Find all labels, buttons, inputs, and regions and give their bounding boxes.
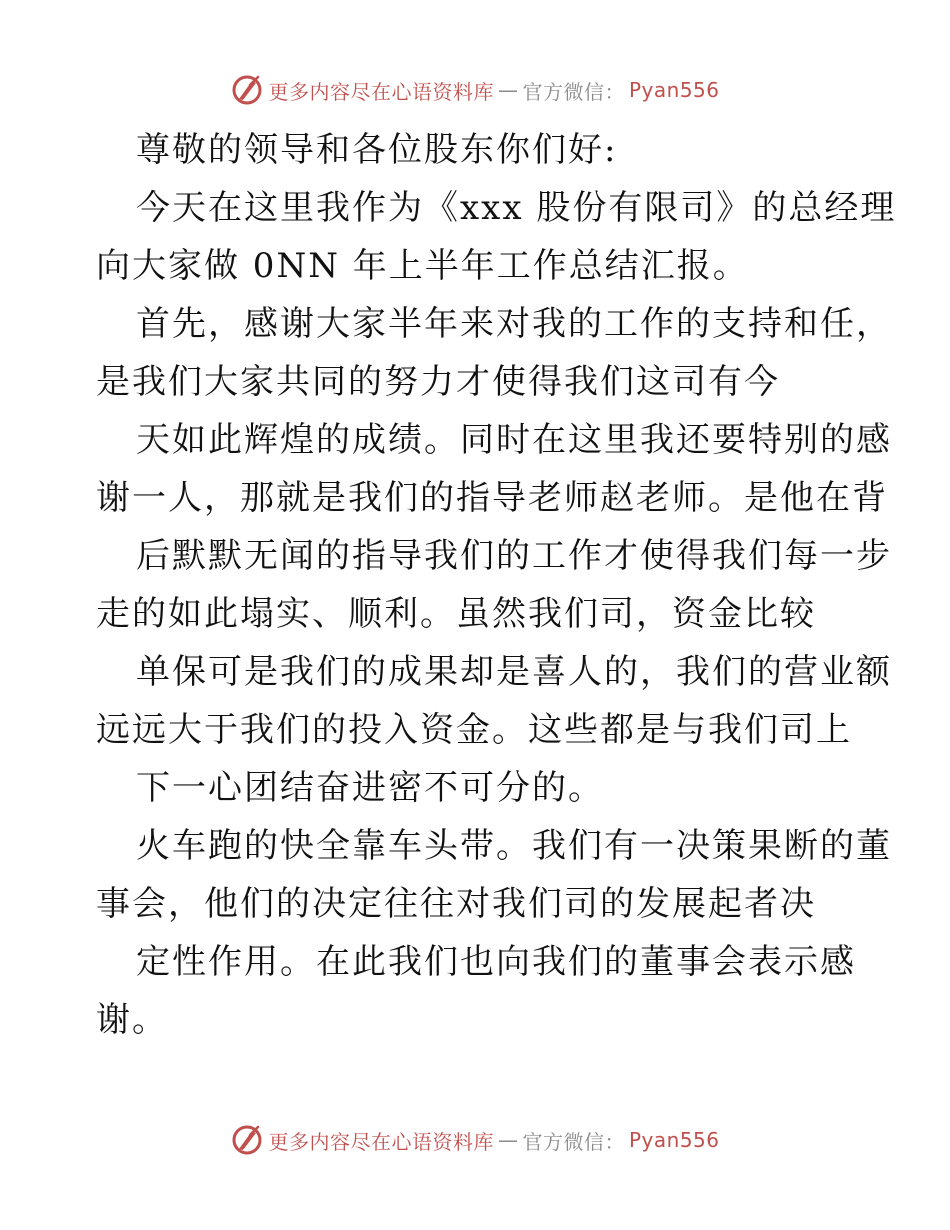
- quill-seal-icon: [230, 1123, 264, 1157]
- quill-seal-icon: [230, 73, 264, 107]
- watermark-site-text: 更多内容尽在心语资料库: [268, 1129, 494, 1154]
- paragraph-line: 今天在这里我作为《xxx 股份有限司》的总经理: [136, 188, 897, 228]
- paragraph-line: 下一心团结奋进密不可分的。: [136, 768, 604, 808]
- paragraph-line: 谢一人，那就是我们的指导老师赵老师。是他在背: [96, 478, 888, 518]
- watermark-group: [230, 73, 719, 107]
- paragraph-line: 定性作用。在此我们也向我们的董事会表示感: [136, 942, 856, 982]
- paragraph-line: 单保可是我们的成果却是喜人的，我们的营业额: [136, 652, 892, 692]
- footer-watermark: [0, 1120, 950, 1160]
- watermark-wechat-label: 官方微信：: [522, 79, 625, 104]
- watermark-group: [230, 1123, 719, 1157]
- watermark-dash: —: [497, 78, 519, 102]
- paragraph-line: 远远大于我们的投入资金。这些都是与我们司上: [96, 710, 852, 750]
- watermark-wechat-id: Pyan556: [628, 1128, 720, 1152]
- watermark-wechat-id: Pyan556: [628, 78, 720, 102]
- paragraph-line: 谢。: [96, 1000, 168, 1040]
- paragraph-line: 是我们大家共同的努力才使得我们这司有今: [96, 362, 780, 402]
- paragraph-line: 事会，他们的决定往往对我们司的发展起者决: [96, 884, 816, 924]
- watermark-dash: —: [497, 1128, 519, 1152]
- watermark-wechat-label: 官方微信：: [522, 1129, 625, 1154]
- header-watermark: [0, 70, 950, 110]
- watermark-site-text: 更多内容尽在心语资料库: [268, 79, 494, 104]
- paragraph-line: 火车跑的快全靠车头带。我们有一决策果断的董: [136, 826, 892, 866]
- paragraph-line: 走的如此塌实、顺利。虽然我们司，资金比较: [96, 594, 816, 634]
- paragraph-line: 天如此辉煌的成绩。同时在这里我还要特别的感: [136, 420, 892, 460]
- paragraph-line: 首先，感谢大家半年来对我的工作的支持和任，: [136, 304, 892, 344]
- paragraph-line: 尊敬的领导和各位股东你们好:: [136, 130, 618, 170]
- paragraph-line: 向大家做 0NN 年上半年工作总结汇报。: [96, 246, 749, 286]
- paragraph-line: 后默默无闻的指导我们的工作才使得我们每一步: [136, 536, 892, 576]
